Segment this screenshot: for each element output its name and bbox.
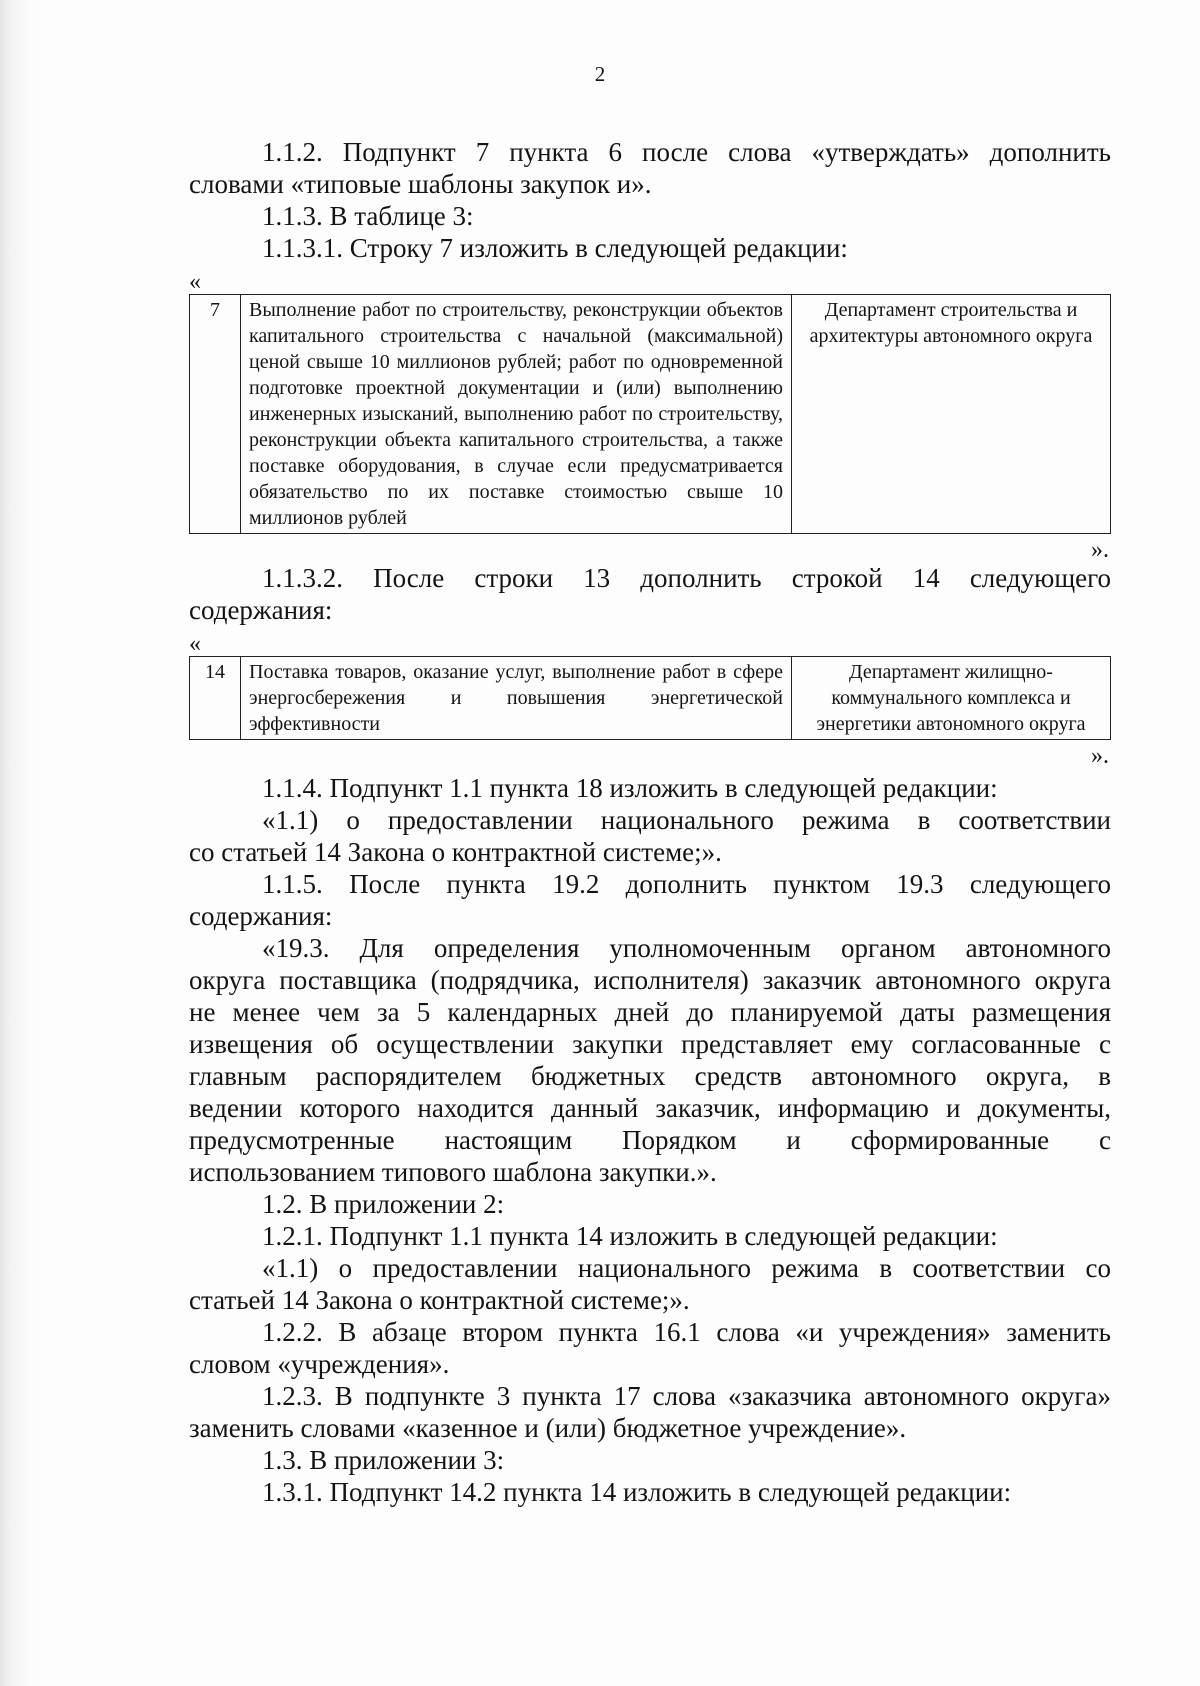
- row-number: 7: [190, 295, 241, 534]
- row-description: Выполнение работ по строительству, реконструкции объектов капитального строительства с начальной (максимальной) ценой свыше 10 миллионов рублей; работ по одновременной подготовке проектной документации и (или) выполнению инженерных изысканий, выполнению работ по строительству, реконструкции объекта капитального строительства, а также поставке оборудования, в случае если предусматривается обязательство по их поставке стоимостью свыше 10 миллионов рублей: [241, 295, 792, 534]
- paragraph-1-1-4: 1.1.4. Подпункт 1.1 пункта 18 изложить в следующей редакции:: [262, 773, 998, 803]
- paragraph-1-1-5-line-1: 1.1.5. После пункта 19.2 дополнить пунктом 19.3 следующего: [262, 869, 1111, 899]
- row-number: 14: [190, 657, 241, 740]
- table-row-7: [189, 294, 1111, 534]
- close-quote-2: ».: [1091, 743, 1109, 769]
- scan-edge: [0, 0, 48, 1686]
- row-department: Департамент строительства и архитектуры автономного округа: [792, 295, 1111, 534]
- paragraph-1-3: 1.3. В приложении 3:: [262, 1445, 505, 1475]
- paragraph-1-1-2-line-2: словами «типовые шаблоны закупок и».: [189, 169, 652, 199]
- paragraph-1-1-3: 1.1.3. В таблице 3:: [262, 201, 474, 231]
- paragraph-19-3-line-7: предусмотренные настоящим Порядком и сформированные с: [189, 1125, 1111, 1155]
- paragraph-19-3-line-6: ведении которого находится данный заказчик, информацию и документы,: [189, 1093, 1111, 1123]
- paragraph-1-1-3-1: 1.1.3.1. Строку 7 изложить в следующей редакции:: [262, 233, 848, 263]
- row-department: Департамент жилищно-коммунального комплекса и энергетики автономного округа: [792, 657, 1111, 740]
- paragraph-1-2-1: 1.2.1. Подпункт 1.1 пункта 14 изложить в следующей редакции:: [262, 1221, 998, 1251]
- paragraph-1-2-2-line-2: словом «учреждения».: [189, 1349, 450, 1379]
- paragraph-19-3-line-5: главным распорядителем бюджетных средств автономного округа, в: [189, 1061, 1111, 1091]
- paragraph-1-1-3-2-line-2: содержания:: [189, 595, 333, 625]
- paragraph-19-3-line-1: «19.3. Для определения уполномоченным органом автономного: [262, 933, 1111, 963]
- paragraph-1-2: 1.2. В приложении 2:: [262, 1189, 505, 1219]
- page-number: 2: [594, 62, 606, 86]
- paragraph-quote-1-1-line-1: «1.1) о предоставлении национального режима в соответствии: [262, 805, 1111, 835]
- paragraph-19-3-line-3: не менее чем за 5 календарных дней до планируемой даты размещения: [189, 997, 1111, 1027]
- paragraph-1-2-2-line-1: 1.2.2. В абзаце втором пункта 16.1 слова «и учреждения» заменить: [262, 1317, 1111, 1347]
- table-row: [190, 295, 1111, 534]
- paragraph-19-3-line-2: округа поставщика (подрядчика, исполнителя) заказчик автономного округа: [189, 965, 1111, 995]
- document-body: [189, 136, 1111, 1508]
- paragraph-1-2-3-line-2: заменить словами «казенное и (или) бюджетное учреждение».: [189, 1413, 907, 1443]
- paragraph-1-1-3-2-line-1: 1.1.3.2. После строки 13 дополнить строкой 14 следующего: [262, 563, 1111, 593]
- close-quote-1: ».: [1091, 537, 1109, 563]
- paragraph-quote-1-1-b-line-1: «1.1) о предоставлении национального режима в соответствии со: [262, 1253, 1111, 1283]
- row-description: Поставка товаров, оказание услуг, выполнение работ в сфере энергосбережения и повышения энергетической эффективности: [241, 657, 792, 740]
- paragraph-1-1-5-line-2: содержания:: [189, 901, 333, 931]
- open-quote-1: «: [189, 269, 201, 295]
- paragraph-quote-1-1-b-line-2: статьей 14 Закона о контрактной системе;».: [189, 1285, 690, 1315]
- paragraph-1-3-1: 1.3.1. Подпункт 14.2 пункта 14 изложить в следующей редакции:: [262, 1477, 1012, 1507]
- paragraph-1-1-2-line-1: 1.1.2. Подпункт 7 пункта 6 после слова «утверждать» дополнить: [262, 137, 1111, 167]
- paragraph-1-2-3-line-1: 1.2.3. В подпункте 3 пункта 17 слова «заказчика автономного округа»: [262, 1381, 1111, 1411]
- open-quote-2: «: [189, 631, 201, 657]
- paragraph-quote-1-1-line-2: со статьей 14 Закона о контрактной системе;».: [189, 837, 722, 867]
- paragraph-19-3-line-8: использованием типового шаблона закупки.».: [189, 1157, 717, 1187]
- table-row: [190, 657, 1111, 740]
- table-row-14: [189, 656, 1111, 740]
- paragraph-19-3-line-4: извещения об осуществлении закупки представляет ему согласованные с: [189, 1029, 1111, 1059]
